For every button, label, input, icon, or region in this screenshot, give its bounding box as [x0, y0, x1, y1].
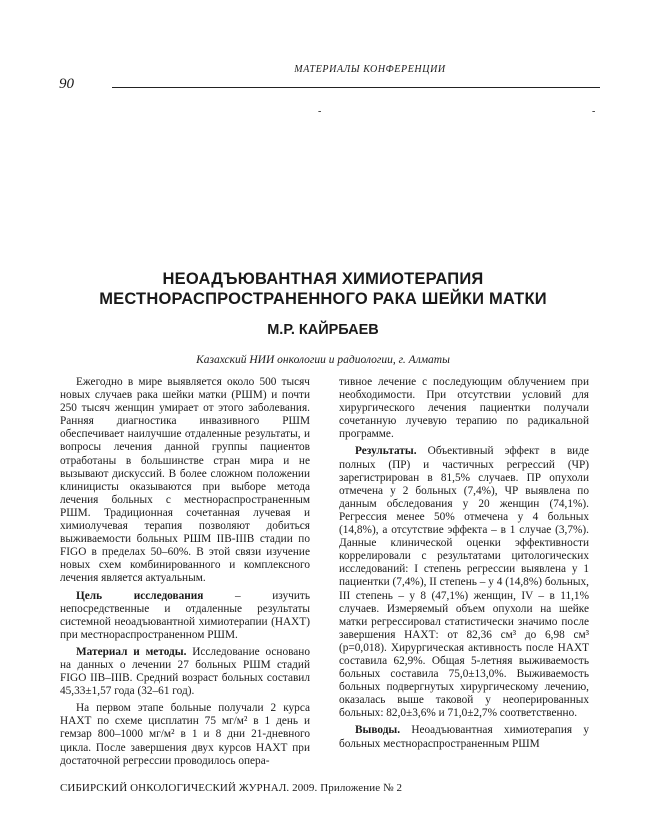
- tick-mark-right: -: [592, 106, 596, 117]
- conclusions-paragraph: [339, 724, 589, 750]
- results-text: Объективный эффект в виде полных (ПР) и частичных регрессий (ЧР) зарегистрирован в 81,5% случаев. ПР опухоли отмечена у 2 больных (7,4%), ЧР выявлена по данным обследования у 20 женщин (74,1%). Регрессия менее 50% отмечена у 4 больных (14,8%), а отсутствие эффекта – в 1 случае (3,7%). Данные клинической оценки эффективности коррелировали с результатами цитологических исследований: I степень регрессии выявлена у 1 пациентки (7,4%), II степень – у 4 (14,8%) больных, III степень – у 8 (47,1%) женщин, IV – в 11,1% случаев. Измеряемый объем опухоли на шейке матки регрессировал статистически значимо после завершения НАХТ: от 82,36 см³ до 6,98 см³ (р=0,018). Хирургическая активность после НАХТ составила 62,9%. Общая 5-летняя выживаемость больных составила 75,0±13,0%. Выживаемость больных подвергнутых хирургическому лечению, оказалась выше таковой у неоперированных больных: 82,0±3,6% и 71,0±2,7% соответственно.: [339, 445, 589, 720]
- conclusions-text: Неоадъювантная химиотерапия у больных местнораспространенным РШМ: [339, 724, 589, 750]
- methods-text: Исследование основано на данных о лечении 27 больных РШМ стадий FIGO IIB–IIIB. Средний возраст больных составил 45,33±1,57 года (32–61 год).: [60, 645, 310, 698]
- methods-continuation: тивное лечение с последующим облучением при необходимости. При отсутствии условий для хирургического лечения пациентки получали сочетанную лучевую терапию по радикальной программе.: [339, 376, 589, 441]
- left-column: [60, 376, 310, 772]
- conclusions-heading: Выводы.: [355, 724, 401, 737]
- results-paragraph: [339, 445, 589, 720]
- journal-footer: СИБИРСКИЙ ОНКОЛОГИЧЕСКИЙ ЖУРНАЛ. 2009. Приложение № 2: [60, 782, 403, 794]
- article-title: [60, 269, 586, 309]
- author-name: М.Р. КАЙРБАЕВ: [267, 322, 379, 338]
- intro-paragraph: Ежегодно в мире выявляется около 500 тысяч новых случаев рака шейки матки (РШМ) и почти 250 тысяч женщин умирает от этого заболевания. Ранняя диагностика инвазивного РШМ обеспечивает наилучшие отдаленные результаты, и вопросы лечения данной группы пациентов отработаны в большинстве стран мира и не вызывают дискуссий. В более сложном положении клиницисты оказываются при выборе метода лечения больных с местнораспространенным РШМ. Традиционная сочетанная лучевая и химиолучевая терапия позволяют добиться выживаемости больных РШМ IIB-IIIB стадии по FIGO в пределах 50–60%. В этой связи изучение новых схем комбинированного и комплексного лечения является актуальным.: [60, 376, 310, 585]
- affiliation: Казахский НИИ онкологии и радиологии, г. Алматы: [196, 354, 450, 366]
- tick-mark-left: -: [318, 106, 322, 117]
- aim-heading: Цель исследования: [76, 589, 204, 602]
- page-number: 90: [59, 76, 74, 92]
- results-heading: Результаты.: [355, 445, 417, 458]
- methods-heading: Материал и методы.: [76, 645, 187, 658]
- methods-paragraph: [60, 646, 310, 698]
- aim-paragraph: [60, 590, 310, 642]
- header-rule: [112, 87, 600, 88]
- running-header: МАТЕРИАЛЫ КОНФЕРЕНЦИИ: [294, 64, 446, 75]
- title-line-2: МЕСТНОРАСПРОСТРАНЕННОГО РАКА ШЕЙКИ МАТКИ: [99, 290, 547, 308]
- title-line-1: НЕОАДЪЮВАНТНАЯ ХИМИОТЕРАПИЯ: [162, 270, 484, 288]
- aim-text: – изучить непосредственные и отдаленные результаты системной неоадъювантной химиотерапии (НАХТ) при местнораспространенном РШМ.: [60, 589, 310, 641]
- right-column: [339, 376, 589, 755]
- methods-paragraph-2: На первом этапе больные получали 2 курса НАХТ по схеме цисплатин 75 мг/м² в 1 день и гемзар 800–1000 мг/м² в 1 и 8 дни 21-дневного цикла. После завершения двух курсов НАХТ при достаточной регрессии проводилось опера-: [60, 702, 310, 767]
